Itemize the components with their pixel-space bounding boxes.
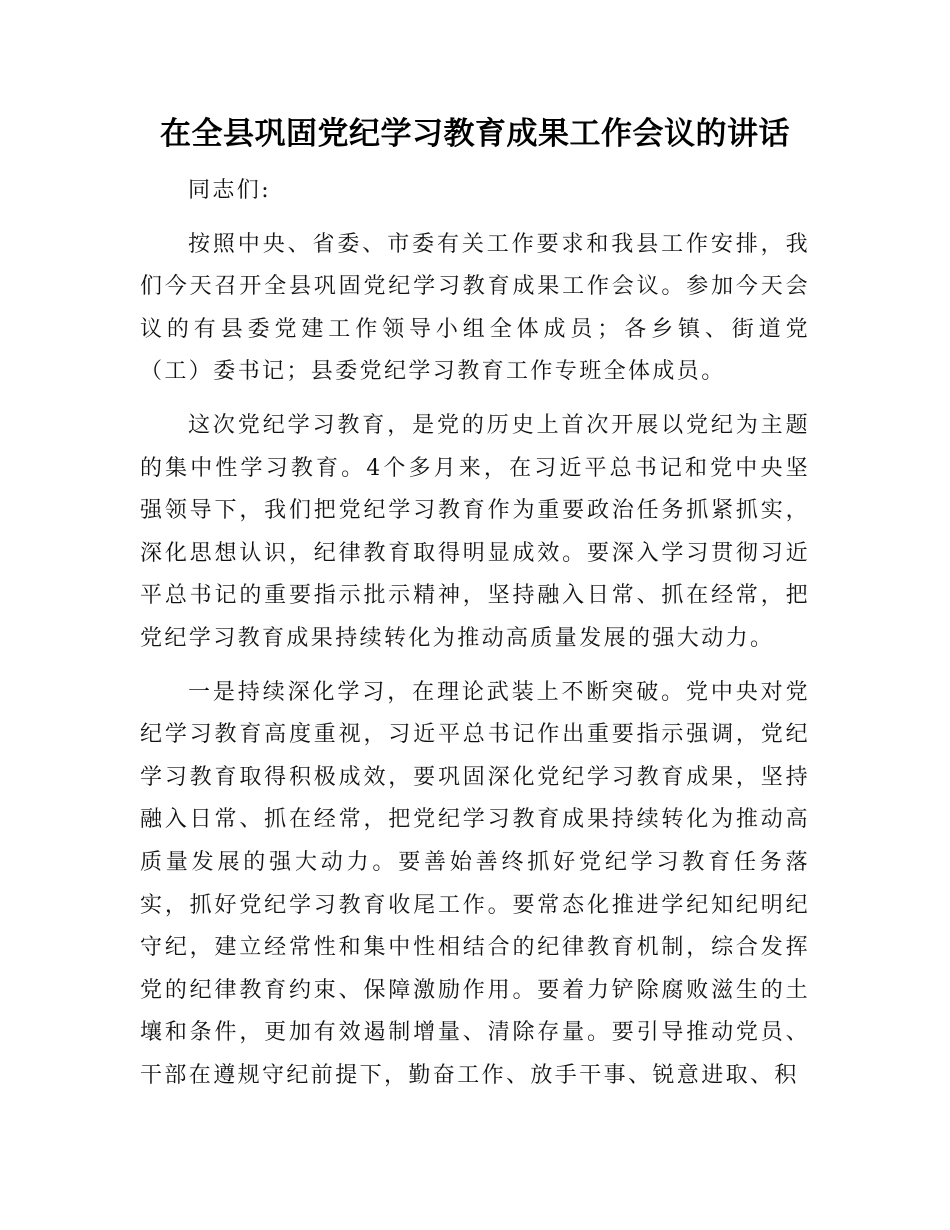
document-title: 在全县巩固党纪学习教育成果工作会议的讲话: [160, 116, 790, 152]
greeting: 同志们:: [188, 178, 272, 203]
paragraph-point-one: 一是持续深化学习，在理论武装上不断突破。党中央对党纪学习教育高度重视，习近平总书记作出重要指示强调，党纪学习教育取得积极成效，要巩固深化党纪学习教育成果，坚持融入日常、抓在经常，把党纪学习教育成果持续转化为推动高质量发展的强大动力。要善始善终抓好党纪学习教育任务落实，抓好党纪学习教育收尾工作。要常态化推进学纪知纪明纪守纪，建立经常性和集中性相结合的纪律教育机制，综合发挥党的纪律教育约束、保障激励作用。要着力铲除腐败滋生的土壤和条件，更加有效遏制增量、清除存量。要引导推动党员、干部在遵规守纪前提下，勤奋工作、放手干事、锐意进取、积: [140, 679, 810, 1088]
paragraph-attendance: 按照中央、省委、市委有关工作要求和我县工作安排，我们今天召开全县巩固党纪学习教育成果工作会议。参加今天会议的有县委党建工作领导小组全体成员；各乡镇、街道党（工）委书记；县委党纪学习教育工作专班全体成员。: [140, 231, 810, 385]
paragraph-overview: 这次党纪学习教育，是党的历史上首次开展以党纪为主题的集中性学习教育。4个多月来，在习近平总书记和党中央坚强领导下，我们把党纪学习教育作为重要政治任务抓紧抓实，深化思想认识，纪律教育取得明显成效。要深入学习贯彻习近平总书记的重要指示批示精神，坚持融入日常、抓在经常，把党纪学习教育成果持续转化为推动高质量发展的强大动力。: [140, 412, 810, 651]
document-body: [140, 170, 810, 1108]
